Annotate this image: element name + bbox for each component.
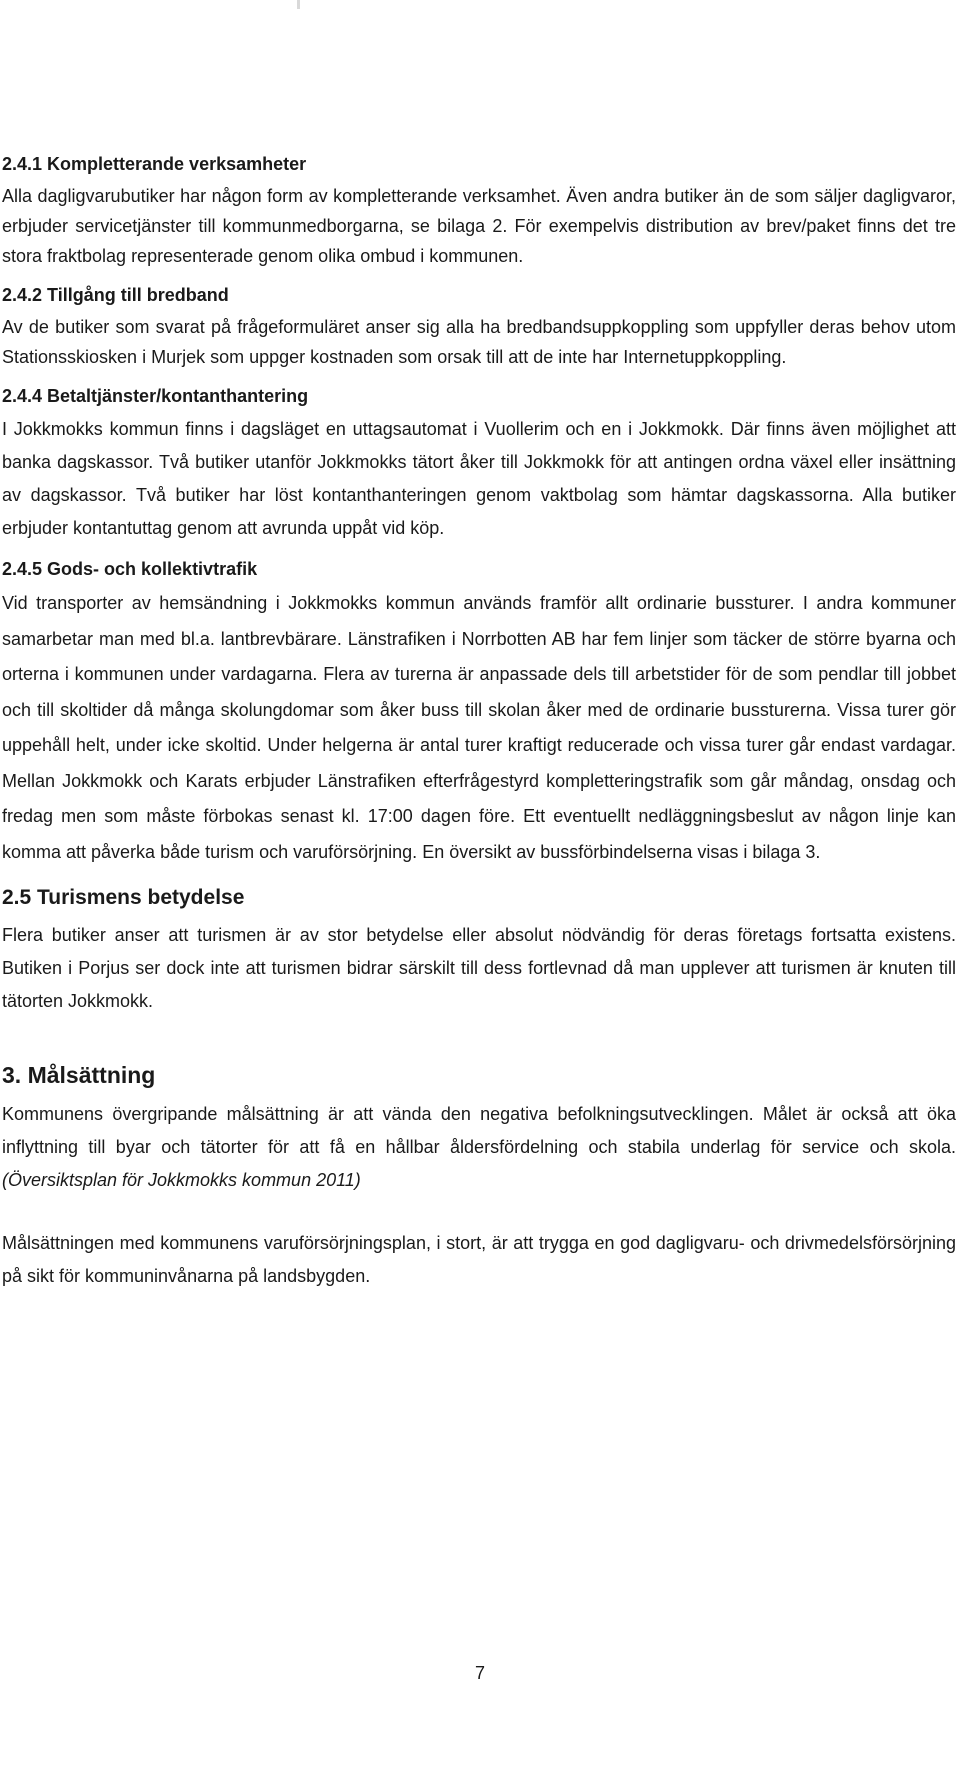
section-paragraph: Målsättningen med kommunens varuförsörjningsplan, i stort, är att trygga en god dagligvaru- och drivmedelsförsörjning på sikt för kommuninvånarna på landsbygden. — [2, 1233, 956, 1286]
section-paragraph: I Jokkmokks kommun finns i dagsläget en uttagsautomat i Vuollerim och en i Jokkmokk. Där finns även möjlighet att banka dagskassor. Två butiker utanför Jokkmokks tätort åker till Jokkmokk för att antingen ordna växel eller insättning av dagskassor. Två butiker har löst kontanthanteringen genom vaktbolag som hämtar dagskassorna. Alla butiker erbjuder kontantuttag genom att avrunda uppåt vid köp. — [2, 419, 956, 538]
section-paragraph: Alla dagligvarubutiker har någon form av kompletterande verksamhet. Även andra butiker än de som säljer dagligvaror, erbjuder servicetjänster till kommunmedborgarna, se bilaga 2. För exempelvis distribution av brev/paket finns det tre stora fraktbolag representerade genom olika ombud i kommunen. — [2, 186, 956, 266]
section-heading: 2.4.4 Betaltjänster/kontanthantering — [2, 386, 309, 406]
section-heading: 2.4.5 Gods- och kollektivtrafik — [2, 559, 258, 579]
section-paragraph — [2, 1098, 956, 1197]
page-number: 7 — [474, 1663, 485, 1683]
section-2-4-2 — [2, 283, 956, 372]
section-3 — [2, 1060, 956, 1293]
scan-artifact-mark — [297, 0, 300, 9]
section-paragraph: Flera butiker anser att turismen är av stor betydelse eller absolut nödvändig för deras företags fortsatta existens. Butiken i Porjus ser dock inte att turismen bidrar särskilt till dess fortlevnad då man upplever att turismen är knuten till tätorten Jokkmokk. — [2, 925, 956, 1011]
section-paragraph: Vid transporter av hemsändning i Jokkmokks kommun används framför allt ordinarie bussturer. I andra kommuner samarbetar man med bl.a. lantbrevbärare. Länstrafiken i Norrbotten AB har fem linjer som täcker de större byarna och orterna i kommunen under vardagarna. Flera av turerna är anpassade dels till arbetstider för de som pendlar till jobbet och till skoltider då många skolungdomar som åker buss till skolan åker med de ordinarie bussturerna. Vissa turer gör uppehåll helt, under icke skoltid. Under helgerna är antal turer kraftigt reducerade och vissa turer går endast vardagar. Mellan Jokkmokk och Karats erbjuder Länstrafiken efterfrågestyrd kompletteringstrafik som går måndag, onsdag och fredag men som måste förbokas senast kl. 17:00 dagen före. Ett eventuellt nedläggningsbeslut av någon linje kan komma att påverka både turism och varuförsörjning. En översikt av bussförbindelserna visas i bilaga 3. — [2, 593, 956, 862]
section-2-4-4 — [2, 384, 956, 545]
section-heading: 2.4.2 Tillgång till bredband — [2, 285, 229, 305]
section-heading: 2.4.1 Kompletterande verksamheter — [2, 154, 307, 174]
citation: (Översiktsplan för Jokkmokks kommun 2011) — [2, 1170, 361, 1190]
page-content — [2, 152, 956, 1293]
paragraph-text: Kommunens övergripande målsättning är att vända den negativa befolkningsutvecklingen. Målet är också att öka inflyttning till byar och tätorter för att få en hållbar åldersfördelning och stabila underlag för service och skola. — [2, 1104, 956, 1157]
chapter-heading: 3. Målsättning — [2, 1062, 156, 1088]
section-2-5 — [2, 884, 956, 1018]
section-paragraph: Av de butiker som svarat på frågeformuläret anser sig alla ha bredbandsuppkoppling som uppfyller deras behov utom Stationsskiosken i Murjek som uppger kostnaden som orsak till att de inte har Internetuppkoppling. — [2, 317, 956, 367]
section-2-4-1 — [2, 152, 956, 271]
section-2-4-5 — [2, 557, 956, 870]
section-heading: 2.5 Turismens betydelse — [2, 886, 245, 909]
